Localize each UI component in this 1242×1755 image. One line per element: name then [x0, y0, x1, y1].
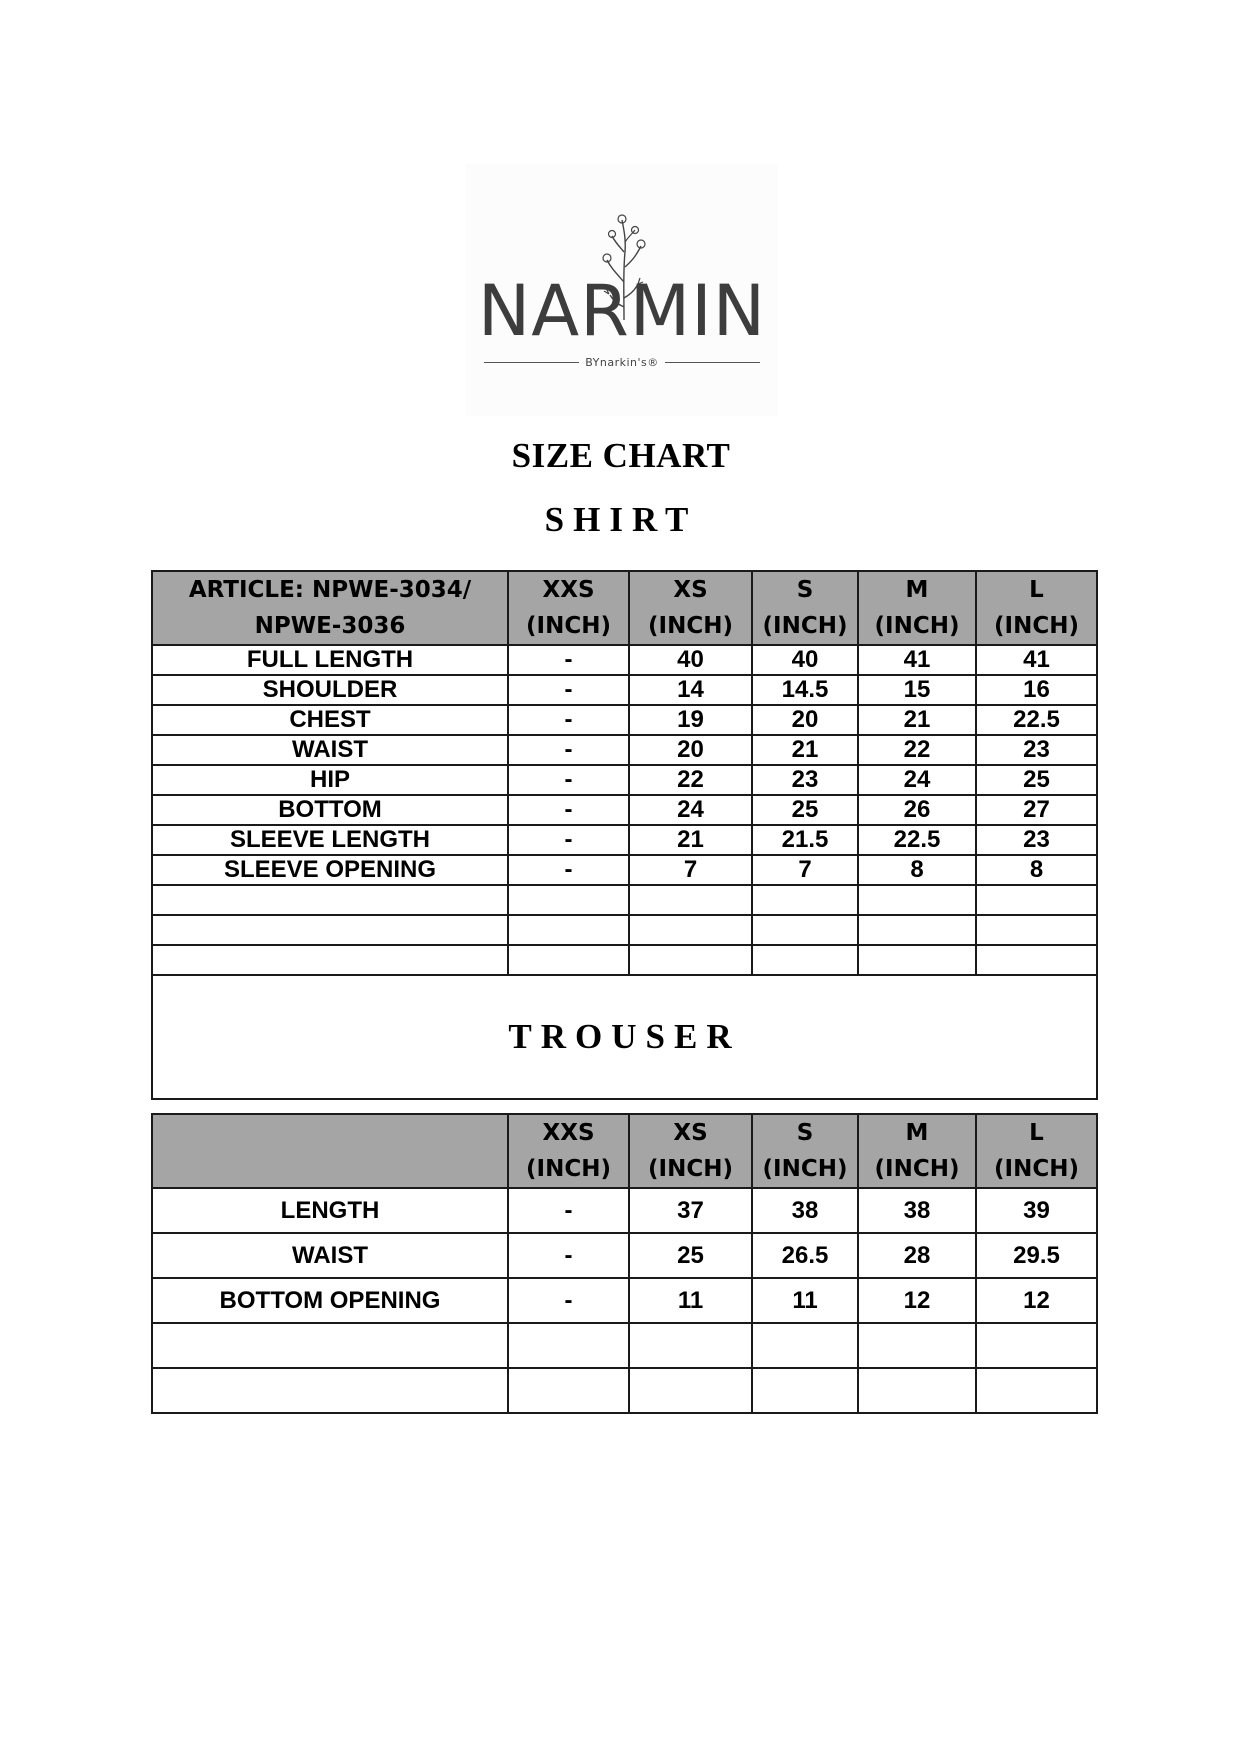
column-header: ARTICLE: NPWE-3034/ NPWE-3036 — [152, 571, 508, 645]
table-row — [152, 1278, 1097, 1323]
table-cell: - — [508, 825, 629, 855]
trouser-heading-cell — [152, 975, 1097, 1099]
table-cell: - — [508, 705, 629, 735]
row-label: WAIST — [152, 1233, 508, 1278]
row-label: SLEEVE LENGTH — [152, 825, 508, 855]
table-cell: 27 — [976, 795, 1097, 825]
row-label: CHEST — [152, 705, 508, 735]
table-cell: 26 — [858, 795, 976, 825]
column-header: M (INCH) — [858, 571, 976, 645]
column-header — [152, 1114, 508, 1188]
column-header: M (INCH) — [858, 1114, 976, 1188]
table-cell: - — [508, 645, 629, 675]
page-title: SIZE CHART — [511, 436, 731, 475]
table-cell: 40 — [629, 645, 752, 675]
column-header: L (INCH) — [976, 1114, 1097, 1188]
table-row — [152, 1188, 1097, 1233]
table-cell: 25 — [976, 765, 1097, 795]
row-label: FULL LENGTH — [152, 645, 508, 675]
table-header-row — [152, 571, 1097, 645]
empty-row — [152, 1368, 1097, 1413]
table-cell: 7 — [752, 855, 858, 885]
table-cell: 22 — [629, 765, 752, 795]
empty-row — [152, 885, 1097, 915]
table-cell: 19 — [629, 705, 752, 735]
empty-row — [152, 1323, 1097, 1368]
table-cell: 24 — [858, 765, 976, 795]
shirt-size-table — [151, 570, 1098, 1100]
table-cell: 38 — [752, 1188, 858, 1233]
trouser-heading-row — [152, 975, 1097, 1099]
column-header: XS (INCH) — [629, 1114, 752, 1188]
table-cell: 8 — [858, 855, 976, 885]
table-cell: 41 — [858, 645, 976, 675]
shirt-heading: SHIRT — [544, 500, 698, 539]
table-cell: 12 — [858, 1278, 976, 1323]
table-cell: 21.5 — [752, 825, 858, 855]
table-cell: - — [508, 855, 629, 885]
table-row — [152, 1233, 1097, 1278]
column-header: S (INCH) — [752, 571, 858, 645]
table-cell: 12 — [976, 1278, 1097, 1323]
column-header: XXS (INCH) — [508, 1114, 629, 1188]
row-label: BOTTOM — [152, 795, 508, 825]
table-cell: 26.5 — [752, 1233, 858, 1278]
row-label: LENGTH — [152, 1188, 508, 1233]
table-cell: 39 — [976, 1188, 1097, 1233]
table-row — [152, 855, 1097, 885]
row-label: BOTTOM OPENING — [152, 1278, 508, 1323]
trouser-size-table — [151, 1113, 1098, 1414]
table-cell: 8 — [976, 855, 1097, 885]
table-cell: 21 — [858, 705, 976, 735]
table-cell: 25 — [629, 1233, 752, 1278]
table-header-row — [152, 1114, 1097, 1188]
empty-row — [152, 945, 1097, 975]
table-cell: 14 — [629, 675, 752, 705]
table-cell: 11 — [629, 1278, 752, 1323]
table-cell: 37 — [629, 1188, 752, 1233]
table-cell: 11 — [752, 1278, 858, 1323]
table-row — [152, 825, 1097, 855]
table-cell: 20 — [629, 735, 752, 765]
table-cell: 23 — [752, 765, 858, 795]
table-cell: 22 — [858, 735, 976, 765]
table-cell: 21 — [629, 825, 752, 855]
table-cell: 20 — [752, 705, 858, 735]
table-cell: 24 — [629, 795, 752, 825]
table-cell: - — [508, 1188, 629, 1233]
table-cell: - — [508, 1233, 629, 1278]
table-cell: 21 — [752, 735, 858, 765]
table-cell: 15 — [858, 675, 976, 705]
brand-byline — [484, 354, 760, 370]
table-cell: 16 — [976, 675, 1097, 705]
column-header: XS (INCH) — [629, 571, 752, 645]
table-cell: - — [508, 765, 629, 795]
trouser-heading: TROUSER — [508, 1017, 741, 1056]
empty-row — [152, 915, 1097, 945]
brand-logo — [466, 164, 778, 416]
table-cell: 22.5 — [858, 825, 976, 855]
column-header: S (INCH) — [752, 1114, 858, 1188]
column-header: L (INCH) — [976, 571, 1097, 645]
table-cell: 23 — [976, 825, 1097, 855]
table-cell: 38 — [858, 1188, 976, 1233]
row-label: HIP — [152, 765, 508, 795]
divider — [484, 362, 579, 363]
row-label: SHOULDER — [152, 675, 508, 705]
table-cell: 14.5 — [752, 675, 858, 705]
table-row — [152, 765, 1097, 795]
table-cell: - — [508, 675, 629, 705]
table-row — [152, 705, 1097, 735]
table-cell: 7 — [629, 855, 752, 885]
divider — [665, 362, 760, 363]
table-cell: - — [508, 735, 629, 765]
column-header: XXS (INCH) — [508, 571, 629, 645]
table-cell: 23 — [976, 735, 1097, 765]
table-cell: 22.5 — [976, 705, 1097, 735]
table-cell: - — [508, 795, 629, 825]
row-label: WAIST — [152, 735, 508, 765]
byline-text: BYnarkin's® — [585, 355, 659, 369]
table-row — [152, 735, 1097, 765]
table-cell: 25 — [752, 795, 858, 825]
table-cell: 41 — [976, 645, 1097, 675]
brand-wordmark: NARMIN — [477, 270, 767, 352]
table-row — [152, 675, 1097, 705]
table-row — [152, 645, 1097, 675]
table-row — [152, 795, 1097, 825]
table-cell: 28 — [858, 1233, 976, 1278]
table-cell: 29.5 — [976, 1233, 1097, 1278]
table-cell: 40 — [752, 645, 858, 675]
row-label: SLEEVE OPENING — [152, 855, 508, 885]
table-cell: - — [508, 1278, 629, 1323]
